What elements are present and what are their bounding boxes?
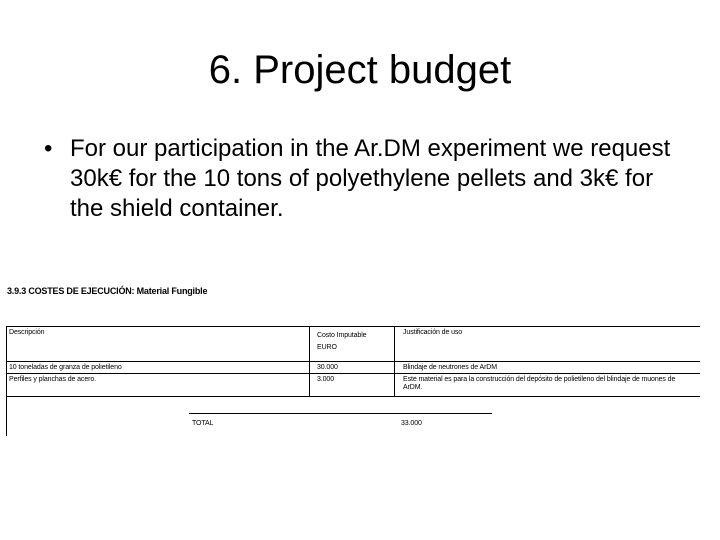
total-value: 33.000 <box>401 420 422 427</box>
bullet-icon: • <box>44 135 53 162</box>
row-1-justification: Blindaje de neutrones de ArDM <box>403 364 497 371</box>
section-heading: 3.9.3 COSTES DE EJECUCIÓN: Material Fungible <box>7 286 208 296</box>
bullet-point <box>44 134 684 224</box>
header-justification: Justificación de uso <box>403 329 463 336</box>
header-divider <box>6 361 700 362</box>
slide-title: 6. Project budget <box>208 48 512 92</box>
row-1-description: 10 toneladas de granza de polietileno <box>9 364 122 371</box>
table-border-left <box>6 326 7 436</box>
row-2-justification: Este material es para la construcción del depósito de polietileno del blindaje de muones de ArDM. <box>403 376 676 391</box>
column-divider-justification <box>394 326 395 397</box>
table-border-bottom <box>6 396 700 397</box>
row-2-cost: 3.000 <box>317 376 335 383</box>
row-2-description: Perfiles y planchas de acero. <box>9 376 96 383</box>
total-label: TOTAL <box>192 420 214 427</box>
bullet-text: For our participation in the Ar.DM experiment we request 30k€ for the 10 tons of polyethylene pellets and 3k€ for the shield container. <box>70 135 671 222</box>
column-divider-cost <box>309 326 310 397</box>
header-description: Descripción <box>9 329 45 336</box>
total-divider <box>189 413 492 414</box>
row-divider <box>6 373 700 374</box>
budget-table <box>6 326 700 436</box>
scanned-budget-excerpt <box>0 282 720 442</box>
row-1-cost: 30.000 <box>317 364 338 371</box>
header-cost-unit: EURO <box>317 344 337 351</box>
header-cost: Costo Imputable <box>317 332 367 339</box>
table-border-top <box>6 326 700 327</box>
